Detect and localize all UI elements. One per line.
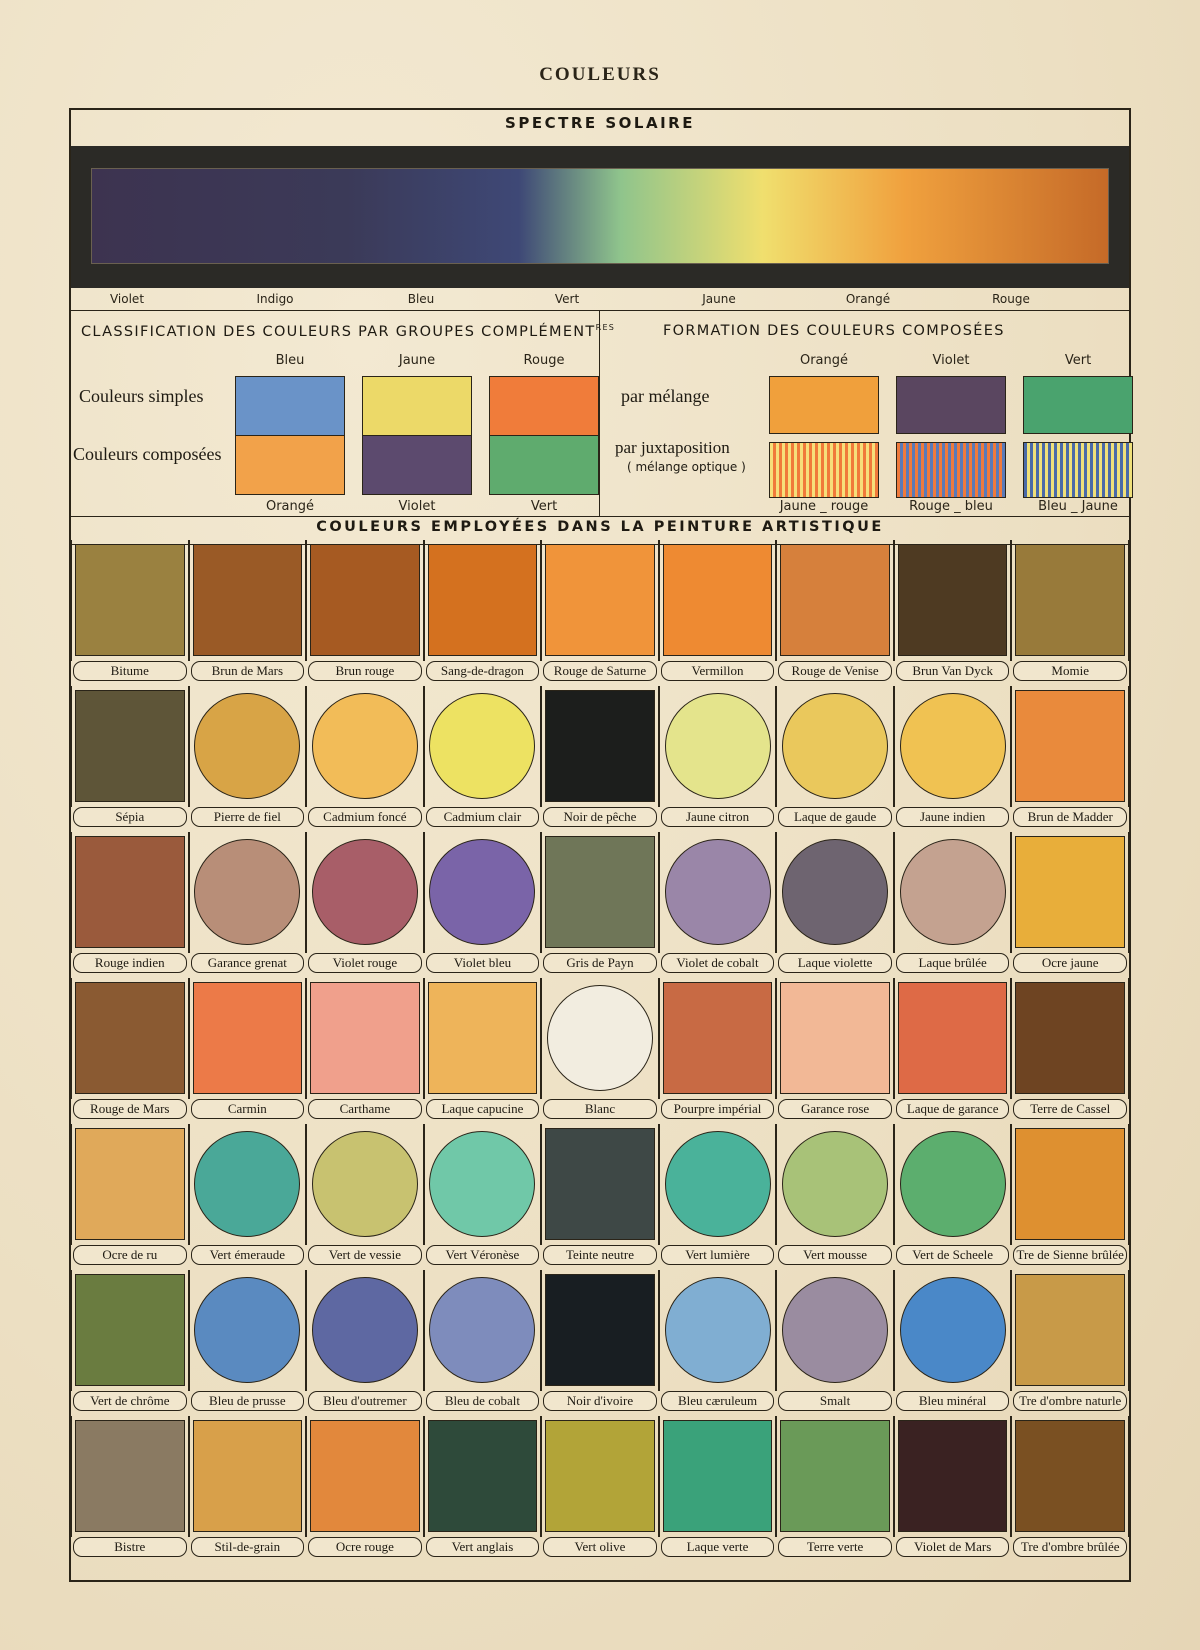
paint-name-label: Rouge de Mars [73,1099,187,1119]
paint-cell [71,1416,189,1562]
juxtaposition-stripes [896,442,1006,498]
paint-cell [894,1270,1012,1416]
classification-title: CLASSIFICATION DES COULEURS PAR GROUPES $COMPLÉMENT^{RES}$ [81,323,616,340]
paint-name-label: Blanc [543,1099,657,1119]
paint-cell [894,540,1012,686]
color-plate [69,108,1131,1582]
paint-cell [894,978,1012,1124]
paint-name-label: Teinte neutre [543,1245,657,1265]
paint-cell [189,540,307,686]
paint-cell [776,1416,894,1562]
paint-cell [894,1416,1012,1562]
paint-name-label: Noir d'ivoire [543,1391,657,1411]
paint-cell [541,832,659,978]
paint-swatch-square [780,1420,890,1532]
paint-cell [776,978,894,1124]
paint-name-label: Rouge de Venise [778,661,892,681]
paint-cell [306,1124,424,1270]
paint-name-label: Vert olive [543,1537,657,1557]
paint-swatch-circle [429,693,535,799]
paint-name-label: Laque verte [661,1537,775,1557]
artistic-title: COULEURS EMPLOYÉES DANS LA PEINTURE ARTISTIQUE [316,519,884,535]
divider [71,310,1129,311]
paint-swatch-square [663,1420,773,1532]
paint-name-label: Sang-de-dragon [426,661,540,681]
paint-swatch-circle [665,1277,771,1383]
paint-name-label: Tre d'ombre naturle [1013,1391,1127,1411]
paint-name-label: Vert émeraude [191,1245,305,1265]
paint-name-label: Vert anglais [426,1537,540,1557]
paint-swatch-circle [782,839,888,945]
paint-cell [189,1270,307,1416]
paint-swatch-square [898,1420,1008,1532]
paint-swatch-square [545,1420,655,1532]
paint-swatch-square [545,1274,655,1386]
paint-swatch-circle [665,693,771,799]
paint-cell [306,686,424,832]
group-top-label: Rouge [523,353,565,368]
paint-name-label: Garance grenat [191,953,305,973]
paint-swatch-square [75,690,185,802]
paint-cell [189,1416,307,1562]
paint-cell [189,1124,307,1270]
paint-cell [659,1416,777,1562]
paint-cell [541,1270,659,1416]
group-top-label: Violet [932,353,970,368]
row-label-simple: Couleurs simples [79,386,204,406]
paint-cell [659,978,777,1124]
paint-swatch-square [428,544,538,656]
paint-name-label: Terre de Cassel [1013,1099,1127,1119]
group-top-label: Bleu [275,353,305,368]
paint-cell [776,540,894,686]
paint-swatch-circle [194,839,300,945]
paint-swatch-square [75,982,185,1094]
group-bottom-label: Violet [398,499,436,514]
paint-cell [306,832,424,978]
paint-name-label: Brun Van Dyck [896,661,1010,681]
paint-cell [659,832,777,978]
paint-swatch-circle [782,1131,888,1237]
paint-swatch-circle [665,839,771,945]
paint-cell [424,1124,542,1270]
paint-name-label: Brun de Madder [1013,807,1127,827]
paint-name-label: Laque violette [778,953,892,973]
paint-name-label: Vert mousse [778,1245,892,1265]
spectrum-label: Jaune [702,292,736,306]
paint-swatch-circle [194,693,300,799]
spectrum-label: Violet [109,292,145,306]
paint-swatch-circle [429,1131,535,1237]
mixture-swatch [1023,376,1133,434]
composed-color-swatch [362,435,472,495]
paint-name-label: Bleu minéral [896,1391,1010,1411]
paint-name-label: Rouge indien [73,953,187,973]
paint-swatch-square [1015,1274,1125,1386]
paint-name-label: Carthame [308,1099,422,1119]
paint-swatch-circle [900,839,1006,945]
paint-swatch-circle [547,985,653,1091]
paint-name-label: Ocre jaune [1013,953,1127,973]
paint-cell [1011,978,1129,1124]
paint-swatch-circle [429,1277,535,1383]
paint-swatch-square [780,982,890,1094]
paint-swatch-square [545,836,655,948]
paint-name-label: Ocre rouge [308,1537,422,1557]
paint-swatch-square [545,544,655,656]
spectrum-label: Rouge [992,292,1030,306]
paint-name-label: Stil-de-grain [191,1537,305,1557]
paint-name-label: Pourpre impérial [661,1099,775,1119]
paint-cell [71,540,189,686]
group-bottom-label: Jaune _ rouge [779,499,869,514]
paint-cell [306,1416,424,1562]
paint-cell [776,686,894,832]
paint-name-label: Tre de Sienne brûlée [1013,1245,1127,1265]
paint-swatch-square [663,982,773,1094]
paint-name-label: Brun de Mars [191,661,305,681]
paint-name-label: Terre verte [778,1537,892,1557]
paint-name-label: Ocre de ru [73,1245,187,1265]
paint-name-label: Violet bleu [426,953,540,973]
solar-spectrum-bar [91,168,1109,264]
paint-cell [306,540,424,686]
paint-name-label: Bistre [73,1537,187,1557]
paint-cell [424,1270,542,1416]
paint-name-label: Laque capucine [426,1099,540,1119]
paint-swatch-square [1015,1128,1125,1240]
paint-cell [659,540,777,686]
paint-swatch-square [428,1420,538,1532]
paint-swatch-square [898,982,1008,1094]
paint-swatch-circle [665,1131,771,1237]
paint-cell [1011,686,1129,832]
paint-name-label: Rouge de Saturne [543,661,657,681]
paint-swatch-circle [900,1131,1006,1237]
paint-swatch-square [1015,1420,1125,1532]
spectrum-frame [71,146,1129,288]
group-bottom-label: Rouge _ bleu [909,499,993,514]
paint-name-label: Vert de Scheele [896,1245,1010,1265]
paint-swatch-square [193,544,303,656]
paint-cell [894,686,1012,832]
spectrum-title: SPECTRE SOLAIRE [505,114,695,132]
paint-cell [71,832,189,978]
spectrum-label: Vert [554,292,580,306]
paint-name-label: Cadmium foncé [308,807,422,827]
row-label-juxtaposition: par juxtaposition [615,438,730,457]
paint-swatch-circle [312,693,418,799]
divider [599,310,600,516]
group-top-label: Jaune [398,353,436,368]
paint-swatch-square [75,1274,185,1386]
paint-swatch-circle [312,839,418,945]
paint-swatch-square [898,544,1008,656]
paint-name-label: Vermillon [661,661,775,681]
paint-swatch-circle [429,839,535,945]
paint-cell [541,1124,659,1270]
paint-swatch-circle [312,1131,418,1237]
paint-swatch-square [1015,690,1125,802]
paint-cell [71,978,189,1124]
paint-swatch-square [1015,544,1125,656]
composed-color-swatch [489,435,599,495]
paint-cell [894,832,1012,978]
group-top-label: Orangé [799,353,849,368]
paint-cell [424,1416,542,1562]
paint-swatch-circle [312,1277,418,1383]
paint-name-label: Carmin [191,1099,305,1119]
mixture-swatch [769,376,879,434]
paint-name-label: Smalt [778,1391,892,1411]
paint-swatch-circle [900,1277,1006,1383]
paint-cell [1011,1416,1129,1562]
paint-cell [424,832,542,978]
paint-cell [659,1124,777,1270]
paint-swatch-square [75,1128,185,1240]
paint-swatch-square [1015,982,1125,1094]
divider [71,516,1129,517]
paint-swatch-circle [194,1277,300,1383]
paint-name-label: Laque brûlée [896,953,1010,973]
paint-swatch-square [780,544,890,656]
paint-cell [306,978,424,1124]
paint-cell [1011,1270,1129,1416]
paint-swatch-square [1015,836,1125,948]
group-bottom-label: Bleu _ Jaune [1038,499,1118,514]
paint-cell [189,686,307,832]
paint-swatch-square [75,836,185,948]
paint-swatch-square [545,690,655,802]
row-label-composed: Couleurs composées [73,444,222,464]
paint-cell [71,686,189,832]
composed-color-swatch [235,435,345,495]
simple-color-swatch [489,376,599,436]
mixture-swatch [896,376,1006,434]
paint-swatch-circle [782,1277,888,1383]
paint-cell [424,686,542,832]
paint-cell [189,978,307,1124]
paint-cell [541,1416,659,1562]
paint-name-label: Pierre de fiel [191,807,305,827]
spectrum-label: Indigo [256,292,294,306]
paint-cell [71,1124,189,1270]
paint-swatch-circle [194,1131,300,1237]
paint-swatch-square [75,1420,185,1532]
paint-cell [424,540,542,686]
paint-name-label: Momie [1013,661,1127,681]
paint-swatch-square [75,544,185,656]
juxtaposition-stripes [1023,442,1133,498]
paint-name-label: Jaune indien [896,807,1010,827]
paint-name-label: Brun rouge [308,661,422,681]
spectrum-label: Bleu [407,292,435,306]
paint-name-label: Vert de chrôme [73,1391,187,1411]
spectrum-labels [71,292,1129,308]
paint-name-label: Cadmium clair [426,807,540,827]
paint-name-label: Violet rouge [308,953,422,973]
spectrum-label: Orangé [845,292,891,306]
paint-cell [541,686,659,832]
artistic-color-grid [71,540,1129,1580]
paint-name-label: Vert Véronèse [426,1245,540,1265]
paint-cell [1011,832,1129,978]
paint-name-label: Laque de garance [896,1099,1010,1119]
paint-name-label: Noir de pêche [543,807,657,827]
paint-cell [659,1270,777,1416]
paint-name-label: Violet de cobalt [661,953,775,973]
formation-title: FORMATION DES COULEURS COMPOSÉES [663,323,1005,339]
paint-cell [306,1270,424,1416]
paint-swatch-square [310,544,420,656]
paint-cell [776,832,894,978]
paint-name-label: Garance rose [778,1099,892,1119]
paint-cell [541,978,659,1124]
paint-cell [71,1270,189,1416]
paint-cell [1011,540,1129,686]
juxtaposition-stripes [769,442,879,498]
paint-cell [776,1270,894,1416]
paint-swatch-square [193,1420,303,1532]
row-label-mix: par mélange [621,386,710,406]
paint-cell [1011,1124,1129,1270]
paint-name-label: Bleu cæruleum [661,1391,775,1411]
paint-name-label: Bleu de prusse [191,1391,305,1411]
paint-name-label: Laque de gaude [778,807,892,827]
paint-swatch-square [193,982,303,1094]
paint-swatch-square [663,544,773,656]
simple-color-swatch [362,376,472,436]
paint-swatch-square [428,982,538,1094]
group-bottom-label: Orangé [265,499,315,514]
group-bottom-label: Vert [530,499,558,514]
paint-name-label: Vert de vessie [308,1245,422,1265]
row-label-juxtaposition-note: ( mélange optique ) [627,460,746,474]
paint-name-label: Vert lumière [661,1245,775,1265]
paint-cell [894,1124,1012,1270]
simple-color-swatch [235,376,345,436]
paint-swatch-circle [782,693,888,799]
paint-cell [659,686,777,832]
paint-swatch-square [310,1420,420,1532]
paint-name-label: Jaune citron [661,807,775,827]
paint-name-label: Bleu de cobalt [426,1391,540,1411]
paint-swatch-square [545,1128,655,1240]
paint-swatch-square [310,982,420,1094]
paint-cell [776,1124,894,1270]
paint-name-label: Gris de Payn [543,953,657,973]
paint-name-label: Bleu d'outremer [308,1391,422,1411]
paint-cell [541,540,659,686]
paint-name-label: Violet de Mars [896,1537,1010,1557]
paint-name-label: Tre d'ombre brûlée [1013,1537,1127,1557]
group-top-label: Vert [1064,353,1092,368]
paint-cell [189,832,307,978]
paint-name-label: Bitume [73,661,187,681]
paint-name-label: Sépia [73,807,187,827]
paint-swatch-circle [900,693,1006,799]
paint-cell [424,978,542,1124]
page-title: COULEURS [539,64,661,85]
